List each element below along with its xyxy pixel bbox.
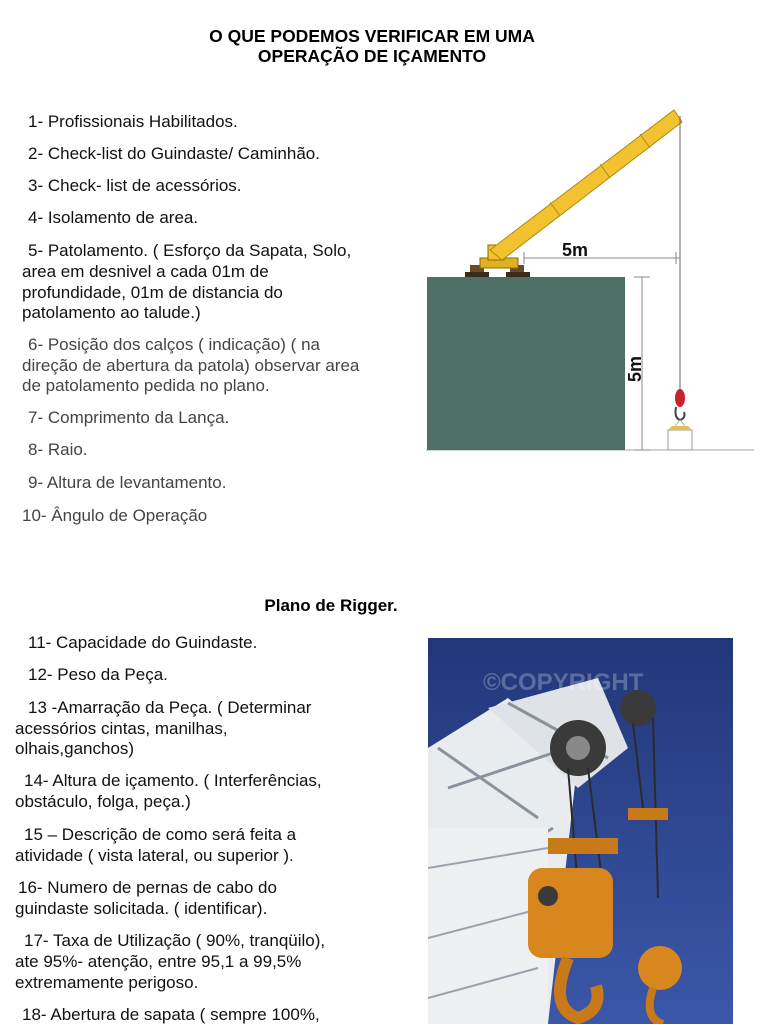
list-item: 13 -Amarração da Peça. ( Determinar: [28, 698, 312, 717]
list-item: 9- Altura de levantamento.: [28, 473, 227, 492]
list-item: 12- Peso da Peça.: [28, 665, 168, 684]
list-item: 16- Numero de pernas de cabo do: [18, 878, 277, 897]
page-title: [0, 26, 744, 66]
list-item: profundidade, 01m de distancia do: [22, 283, 283, 302]
ground-block: [427, 277, 625, 450]
list-item: atividade ( vista lateral, ou superior ).: [15, 846, 294, 865]
list-item: 6- Posição dos calços ( indicação) ( na: [28, 335, 320, 354]
list-item: ate 95%- atenção, entre 95,1 a 99,5%: [15, 952, 302, 971]
watermark-text: ©COPYRIGHT: [483, 669, 644, 696]
list-item: 7- Comprimento da Lança.: [28, 408, 230, 427]
list-item: 18- Abertura de sapata ( sempre 100%,: [22, 1005, 320, 1024]
crane-boom: [490, 110, 682, 260]
list-item: guindaste solicitada. ( identificar).: [15, 899, 268, 918]
list-item: patolamento ao talude.): [22, 303, 201, 322]
list-item: area em desnivel a cada 01m de: [22, 262, 269, 281]
list-item: 8- Raio.: [28, 440, 88, 459]
list-item: 14- Altura de içamento. ( Interferências,: [24, 771, 322, 790]
title-line-1: O QUE PODEMOS VERIFICAR EM UMA: [209, 26, 535, 46]
crane-photo: [428, 638, 733, 1024]
list-item: 1- Profissionais Habilitados.: [28, 112, 238, 131]
list-item: extremamente perigoso.: [15, 973, 199, 992]
list-item: 15 – Descrição de como será feita a: [24, 825, 297, 844]
list-item: direção de abertura da patola) observar area: [22, 356, 360, 375]
list-item: de patolamento pedida no plano.: [22, 376, 270, 395]
load-box: [668, 430, 692, 450]
list-item: obstáculo, folga, peça.): [15, 792, 191, 811]
list-item: olhais,ganchos): [15, 739, 135, 758]
list-item: 4- Isolamento de area.: [28, 208, 199, 227]
horizontal-dimension-label: 5m: [562, 240, 589, 260]
hook-ball-icon: [675, 389, 685, 407]
vertical-dimension-label: 5m: [625, 355, 645, 382]
list-item: 3- Check- list de acessórios.: [28, 176, 242, 195]
list-item: 10- Ângulo de Operação: [22, 506, 208, 525]
list-item: acessórios cintas, manilhas,: [15, 719, 228, 738]
list-item: 5- Patolamento. ( Esforço da Sapata, Solo,: [28, 241, 352, 260]
list-item: 17- Taxa de Utilização ( 90%, tranqüilo),: [24, 931, 326, 950]
title-line-2: OPERAÇÃO DE IÇAMENTO: [257, 46, 487, 66]
list-item: 2- Check-list do Guindaste/ Caminhão.: [28, 144, 320, 163]
list-item: 11- Capacidade do Guindaste.: [28, 633, 258, 652]
section-subtitle: Plano de Rigger.: [264, 596, 398, 615]
crane-diagram: [420, 100, 760, 460]
